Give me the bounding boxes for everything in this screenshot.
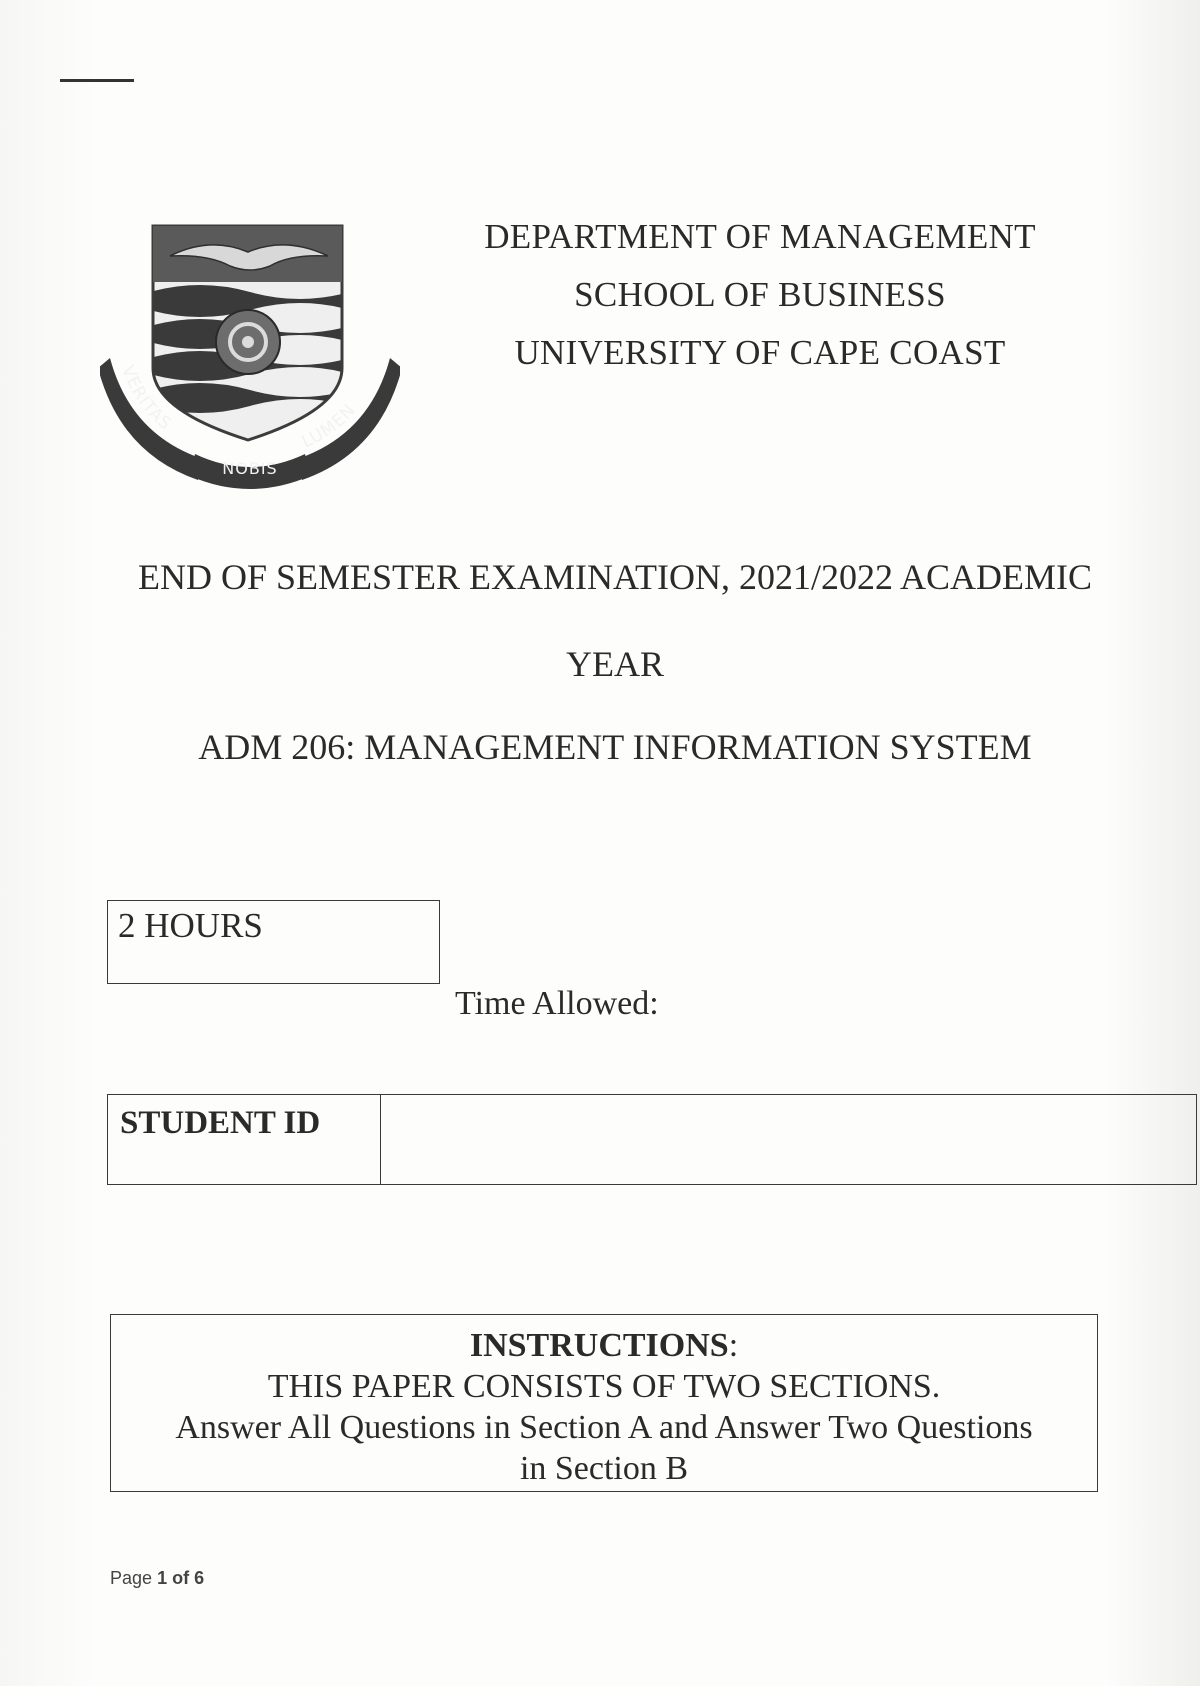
corner-mark <box>60 79 134 82</box>
time-allowed-label: Time Allowed: <box>455 985 659 1022</box>
department-name: DEPARTMENT OF MANAGEMENT <box>484 217 1036 256</box>
instructions-box <box>110 1314 1098 1492</box>
page-word: Page <box>110 1568 153 1588</box>
instructions-line-3: in Section B <box>519 1450 689 1487</box>
duration-box <box>107 900 440 984</box>
duration-value: 2 HOURS <box>118 906 263 945</box>
school-name: SCHOOL OF BUSINESS <box>574 275 946 314</box>
university-crest-icon <box>100 218 400 498</box>
student-id-field[interactable] <box>381 1095 1196 1184</box>
instructions-heading-colon: : <box>728 1327 739 1364</box>
crest-motto-right: LUMEN <box>298 400 361 453</box>
institution-header <box>440 208 1080 382</box>
instructions-line-2: Answer All Questions in Section A and Answer Two Questions <box>175 1409 1033 1446</box>
instructions-heading: INSTRUCTIONS <box>469 1327 729 1364</box>
student-id-table <box>107 1094 1197 1185</box>
exam-title-line1: END OF SEMESTER EXAMINATION, 2021/2022 ACADEMIC <box>137 557 1093 597</box>
crest-motto-center: NOBIS <box>222 459 278 478</box>
page-current: 1 <box>157 1568 168 1588</box>
page-total: 6 <box>194 1568 205 1588</box>
instructions-heading-row <box>111 1325 1097 1366</box>
course-title: ADM 206: MANAGEMENT INFORMATION SYSTEM <box>198 727 1032 767</box>
page-of-word: of <box>172 1568 190 1588</box>
page-number <box>110 1568 204 1589</box>
university-name: UNIVERSITY OF CAPE COAST <box>514 333 1006 372</box>
exam-title-line2: YEAR <box>566 644 664 684</box>
instructions-line-1: THIS PAPER CONSISTS OF TWO SECTIONS. <box>267 1368 941 1405</box>
student-id-label: STUDENT ID <box>108 1095 381 1184</box>
crest-motto-left: VERITAS <box>117 362 176 435</box>
